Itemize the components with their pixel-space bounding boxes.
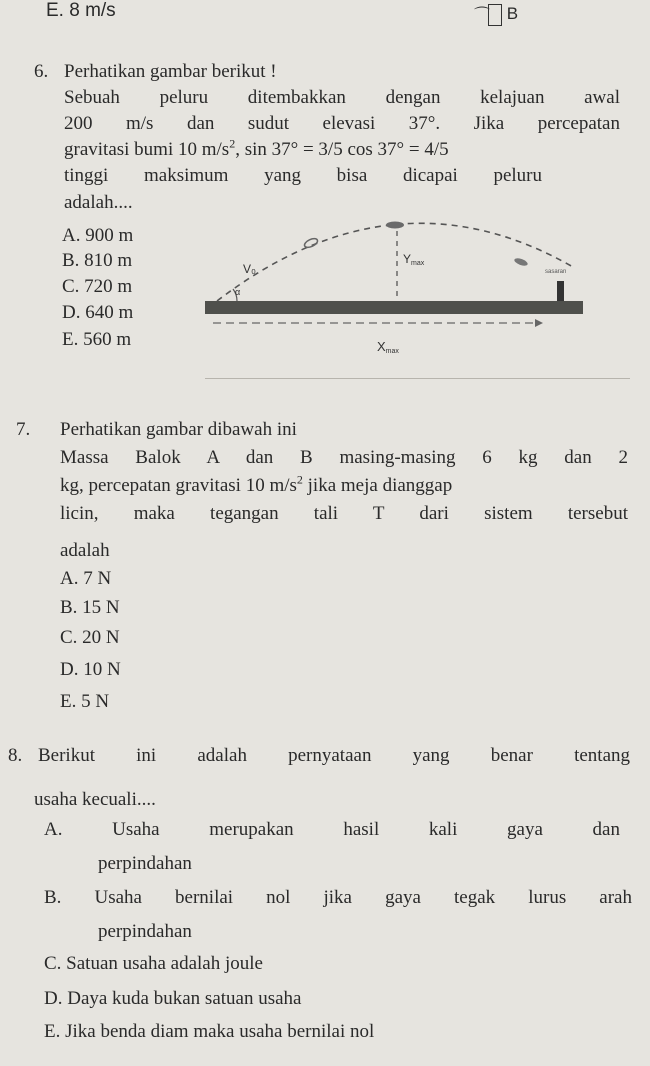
projectile-peak: [386, 222, 404, 229]
q6-line3-b: , sin 37° = 3/5 cos 37° = 4/5: [235, 139, 449, 160]
projectile-rising: [303, 237, 319, 249]
v0-label: V₀: [243, 262, 256, 276]
xmax-label: [377, 339, 399, 355]
q7-option-e[interactable]: E. 5 N: [60, 691, 110, 712]
q6-line3-a: gravitasi bumi 10 m/s: [64, 139, 230, 160]
prev-option-e: E. 8 m/s: [46, 0, 116, 21]
q6-option-b[interactable]: B. 810 m: [62, 250, 133, 271]
q6-option-d[interactable]: D. 640 m: [62, 302, 134, 323]
q8-line2: usaha kecuali....: [34, 789, 156, 810]
q6-line4: tinggi maksimum yang bisa dicapai peluru: [64, 165, 542, 186]
checkbox-icon: [488, 4, 502, 26]
q8-option-b[interactable]: B. Usaha bernilai nol jika gaya tegak lurus arah: [44, 887, 632, 908]
q6-heading: Perhatikan gambar berikut !: [64, 61, 277, 82]
q7-number: 7.: [16, 419, 31, 440]
q6-option-a[interactable]: A. 900 m: [62, 225, 134, 246]
projectile-figure: [205, 205, 625, 370]
q8-option-d[interactable]: D. Daya kuda bukan satuan usaha: [44, 988, 302, 1009]
q7-option-d[interactable]: D. 10 N: [60, 659, 121, 680]
q8-option-c[interactable]: C. Satuan usaha adalah joule: [44, 953, 263, 974]
answer-box-label: B: [506, 4, 519, 23]
q8-line1: Berikut ini adalah pernyataan yang benar tentang: [38, 745, 630, 766]
figure-divider: [205, 378, 630, 379]
q8-option-e[interactable]: E. Jika benda diam maka usaha bernilai nol: [44, 1021, 375, 1042]
q7-line3: licin, maka tegangan tali T dari sistem tersebut: [60, 503, 628, 524]
q6-line5: adalah....: [64, 192, 133, 213]
ground-strip: [205, 301, 583, 314]
q7-line2-sup: 2: [296, 472, 303, 487]
projectile-falling: [513, 257, 528, 267]
q6-line1: Sebuah peluru ditembakkan dengan kelajuan awal: [64, 87, 620, 108]
target-label: sasaran: [545, 269, 567, 275]
q8-number: 8.: [8, 745, 23, 766]
q8-option-a[interactable]: A. Usaha merupakan hasil kali gaya dan: [44, 819, 620, 840]
q6-line3: [64, 136, 624, 163]
tilde-mark: ⌒: [474, 7, 491, 24]
ymax-label: [403, 252, 425, 267]
q7-line4: adalah: [60, 540, 110, 561]
q8-option-b-cont: perpindahan: [98, 921, 192, 942]
answer-box: [488, 2, 518, 26]
q7-line1: Massa Balok A dan B masing-masing 6 kg dan 2: [60, 447, 628, 468]
q6-option-c[interactable]: C. 720 m: [62, 276, 133, 297]
q7-option-c[interactable]: C. 20 N: [60, 627, 120, 648]
q6-line3-sup: 2: [229, 136, 236, 151]
q6-number: 6.: [34, 61, 49, 82]
q7-line2-b: jika meja dianggap: [302, 475, 453, 496]
xmax-sub: max: [385, 348, 399, 355]
q7-heading: Perhatikan gambar dibawah ini: [60, 419, 297, 440]
q7-line2-a: kg, percepatan gravitasi 10 m/s: [60, 475, 297, 496]
q7-option-b[interactable]: B. 15 N: [60, 597, 120, 618]
xmax-arrowhead: [535, 319, 543, 327]
q7-option-a[interactable]: A. 7 N: [60, 568, 112, 589]
angle-label: α: [235, 287, 241, 297]
q8-option-a-cont: perpindahan: [98, 853, 192, 874]
q6-line2: 200 m/s dan sudut elevasi 37°. Jika percepatan: [64, 113, 620, 134]
xmax-letter: X: [377, 339, 386, 354]
ymax-letter: Y: [403, 252, 412, 266]
target-post: [557, 281, 564, 301]
q7-line2: [60, 472, 628, 499]
ymax-sub: max: [411, 260, 425, 267]
q6-option-e[interactable]: E. 560 m: [62, 329, 132, 350]
